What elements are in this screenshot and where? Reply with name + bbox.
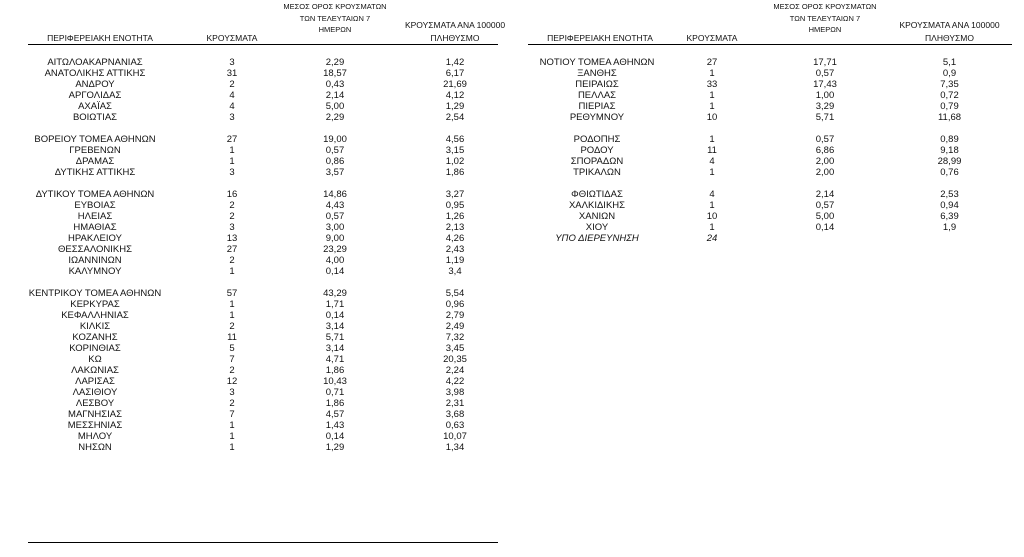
- per100k-value: 4,56: [445, 134, 465, 145]
- per100k-value: 1,29: [445, 101, 465, 112]
- header-cases: ΚΡΟΥΣΜΑΤΑ: [206, 33, 258, 43]
- table-row: [512, 145, 1024, 156]
- avg-7day-value: 0,86: [325, 156, 345, 167]
- per100k-value: 1,86: [445, 167, 465, 178]
- avg-7day-value: 2,00: [815, 167, 835, 178]
- table-row: [512, 57, 1024, 68]
- region-name: ΡΕΘΥΜΝΟΥ: [569, 112, 625, 123]
- cases-value: 27: [226, 134, 238, 145]
- per100k-value: 3,45: [445, 343, 465, 354]
- cases-value: 7: [229, 409, 235, 420]
- cases-value: 4: [229, 101, 235, 112]
- region-name: ΞΑΝΘΗΣ: [577, 68, 617, 79]
- table-row: [0, 222, 512, 233]
- per100k-value: 3,15: [445, 145, 465, 156]
- group-spacer: [0, 277, 512, 288]
- avg-7day-value: 0,57: [325, 145, 345, 156]
- region-name: ΒΟΡΕΙΟΥ ΤΟΜΕΑ ΑΘΗΝΩΝ: [34, 134, 156, 145]
- cases-value: 1: [229, 442, 235, 453]
- cases-value: 2: [229, 211, 235, 222]
- cases-value: 10: [706, 112, 718, 123]
- avg-7day-value: 5,00: [815, 211, 835, 222]
- cases-value: 31: [226, 68, 238, 79]
- region-name: ΕΥΒΟΙΑΣ: [74, 200, 116, 211]
- avg-7day-value: 18,57: [323, 68, 347, 79]
- avg-7day-value: 4,57: [325, 409, 345, 420]
- per100k-value: 1,02: [445, 156, 465, 167]
- region-name: ΓΡΕΒΕΝΩΝ: [69, 145, 121, 156]
- cases-value: 1: [709, 90, 715, 101]
- table-row: [0, 90, 512, 101]
- region-name: ΣΠΟΡΑΔΩΝ: [570, 156, 624, 167]
- region-name: ΚΑΛΥΜΝΟΥ: [68, 266, 122, 277]
- table-row: [0, 79, 512, 90]
- region-name: ΘΕΣΣΑΛΟΝΙΚΗΣ: [58, 244, 132, 255]
- region-name: ΛΑΣΙΘΙΟΥ: [72, 387, 118, 398]
- table-row: [0, 365, 512, 376]
- table-row: [0, 167, 512, 178]
- table-row: [0, 145, 512, 156]
- avg-7day-value: 4,43: [325, 200, 345, 211]
- cases-value: 1: [709, 200, 715, 211]
- region-name: ΡΟΔΟΠΗΣ: [573, 134, 621, 145]
- cases-value: 1: [229, 420, 235, 431]
- region-name: ΤΡΙΚΑΛΩΝ: [573, 167, 621, 178]
- table-row: [0, 288, 512, 299]
- cases-value: 1: [229, 145, 235, 156]
- region-name: ΠΙΕΡΙΑΣ: [578, 101, 616, 112]
- table-row: [0, 244, 512, 255]
- per100k-value: 4,12: [445, 90, 465, 101]
- left-bottom-rule: [28, 542, 498, 543]
- cases-value: 3: [229, 112, 235, 123]
- region-name: ΝΗΣΩΝ: [78, 442, 112, 453]
- cases-value: 1: [229, 299, 235, 310]
- cases-value: 12: [226, 376, 238, 387]
- table-row: [0, 57, 512, 68]
- table-row: [0, 233, 512, 244]
- cases-value: 1: [709, 101, 715, 112]
- avg-7day-value: 0,43: [325, 79, 345, 90]
- per100k-value: 2,13: [445, 222, 465, 233]
- cases-value: 1: [229, 266, 235, 277]
- table-row: [0, 134, 512, 145]
- avg-7day-value: 2,29: [325, 57, 345, 68]
- region-name: ΛΑΚΩΝΙΑΣ: [71, 365, 119, 376]
- header-avg-line2: ΤΩΝ ΤΕΛΕΥΤΑΙΩΝ 7: [789, 14, 861, 23]
- left-table-header: [0, 0, 512, 47]
- cases-value: 4: [709, 189, 715, 200]
- cases-value: 1: [709, 222, 715, 233]
- group-spacer: [512, 123, 1024, 134]
- avg-7day-value: 4,71: [325, 354, 345, 365]
- table-row: [0, 398, 512, 409]
- per100k-value: 2,31: [445, 398, 465, 409]
- avg-7day-value: 2,00: [815, 156, 835, 167]
- header-region: ΠΕΡΙΦΕΡΕΙΑΚΗ ΕΝΟΤΗΤΑ: [547, 33, 653, 43]
- per100k-value: 2,54: [445, 112, 465, 123]
- avg-7day-value: 0,14: [325, 310, 345, 321]
- region-name: ΑΙΤΩΛΟΑΚΑΡΝΑΝΙΑΣ: [47, 57, 143, 68]
- per100k-value: 0,79: [940, 101, 959, 112]
- avg-7day-value: 4,00: [325, 255, 345, 266]
- per100k-value: 2,49: [445, 321, 465, 332]
- avg-7day-value: 3,14: [325, 343, 345, 354]
- right-table-header: [512, 0, 1024, 47]
- per100k-value: 0,95: [445, 200, 465, 211]
- region-name: ΝΟΤΙΟΥ ΤΟΜΕΑ ΑΘΗΝΩΝ: [539, 57, 655, 68]
- table-row: [0, 387, 512, 398]
- table-row: [0, 299, 512, 310]
- avg-7day-value: 17,43: [813, 79, 837, 90]
- avg-7day-value: 5,00: [325, 101, 345, 112]
- region-name: ΚΟΡΙΝΘΙΑΣ: [69, 343, 121, 354]
- table-row: [512, 200, 1024, 211]
- header-avg-line3: ΗΜΕΡΩΝ: [808, 25, 842, 34]
- region-name: ΔΥΤΙΚΟΥ ΤΟΜΕΑ ΑΘΗΝΩΝ: [35, 189, 155, 200]
- avg-7day-value: 0,57: [815, 68, 835, 79]
- cases-value: 3: [229, 387, 235, 398]
- avg-7day-value: 1,00: [815, 90, 835, 101]
- cases-value: 4: [709, 156, 715, 167]
- table-row: [0, 255, 512, 266]
- per100k-value: 9,18: [940, 145, 959, 156]
- avg-7day-value: 1,43: [325, 420, 345, 431]
- per100k-value: 20,35: [443, 354, 467, 365]
- per100k-value: 0,9: [942, 68, 957, 79]
- table-row: [0, 431, 512, 442]
- per100k-value: 0,89: [940, 134, 959, 145]
- avg-7day-value: 3,14: [325, 321, 345, 332]
- avg-7day-value: 14,86: [323, 189, 347, 200]
- region-name: ΔΥΤΙΚΗΣ ΑΤΤΙΚΗΣ: [54, 167, 136, 178]
- header-per100k-line2: ΠΛΗΘΥΣΜΟ: [925, 33, 974, 43]
- table-row: [512, 112, 1024, 123]
- per100k-value: 1,26: [445, 211, 465, 222]
- region-name: ΑΝΔΡΟΥ: [75, 79, 115, 90]
- cases-value: 1: [229, 156, 235, 167]
- region-name: ΗΛΕΙΑΣ: [77, 211, 113, 222]
- per100k-value: 1,34: [445, 442, 465, 453]
- table-row: [0, 189, 512, 200]
- per100k-value: 0,76: [940, 167, 959, 178]
- cases-value: 3: [229, 222, 235, 233]
- avg-7day-value: 19,00: [323, 134, 347, 145]
- cases-value: 2: [229, 255, 235, 266]
- table-row: [0, 310, 512, 321]
- avg-7day-value: 0,14: [325, 431, 345, 442]
- per100k-value: 4,26: [445, 233, 465, 244]
- region-name: ΚΩ: [88, 354, 102, 365]
- under-investigation-cases: 24: [706, 233, 718, 244]
- cases-value: 7: [229, 354, 235, 365]
- cases-value: 27: [706, 57, 718, 68]
- region-name: ΚΕΡΚΥΡΑΣ: [70, 299, 120, 310]
- per100k-value: 0,63: [445, 420, 465, 431]
- avg-7day-value: 1,86: [325, 398, 345, 409]
- cases-value: 27: [226, 244, 238, 255]
- region-name: ΚΕΦΑΛΛΗΝΙΑΣ: [61, 310, 129, 321]
- right-header-rule: [528, 44, 1012, 45]
- cases-value: 1: [709, 134, 715, 145]
- cases-value: 11: [227, 332, 237, 343]
- per100k-value: 7,35: [940, 79, 959, 90]
- table-row: [512, 156, 1024, 167]
- table-row: [0, 442, 512, 453]
- cases-value: 11: [707, 145, 717, 156]
- avg-7day-value: 9,00: [325, 233, 345, 244]
- table-row: [0, 343, 512, 354]
- table-row: [512, 222, 1024, 233]
- group-spacer: [0, 123, 512, 134]
- avg-7day-value: 5,71: [325, 332, 345, 343]
- region-name: ΜΗΛΟΥ: [77, 431, 113, 442]
- region-name: ΗΜΑΘΙΑΣ: [73, 222, 117, 233]
- avg-7day-value: 1,29: [325, 442, 345, 453]
- per100k-value: 5,54: [445, 288, 465, 299]
- avg-7day-value: 0,14: [325, 266, 345, 277]
- header-per100k-line2: ΠΛΗΘΥΣΜΟ: [430, 33, 480, 43]
- avg-7day-value: 23,29: [323, 244, 347, 255]
- table-row: [512, 90, 1024, 101]
- region-name: ΗΡΑΚΛΕΙΟΥ: [68, 233, 122, 244]
- region-name: ΧΙΟΥ: [585, 222, 609, 233]
- table-row: [0, 376, 512, 387]
- region-name: ΜΑΓΝΗΣΙΑΣ: [68, 409, 122, 420]
- per100k-value: 2,53: [940, 189, 959, 200]
- under-investigation-row: [512, 233, 1024, 244]
- avg-7day-value: 6,86: [815, 145, 835, 156]
- per100k-value: 5,1: [942, 57, 957, 68]
- region-name: ΚΟΖΑΝΗΣ: [72, 332, 118, 343]
- cases-value: 1: [709, 167, 715, 178]
- table-row: [0, 200, 512, 211]
- per100k-value: 6,39: [940, 211, 959, 222]
- table-row: [512, 68, 1024, 79]
- region-name: ΠΕΙΡΑΙΩΣ: [575, 79, 619, 90]
- cases-value: 1: [709, 68, 715, 79]
- per100k-value: 3,68: [445, 409, 465, 420]
- header-region: ΠΕΡΙΦΕΡΕΙΑΚΗ ΕΝΟΤΗΤΑ: [47, 33, 153, 43]
- table-row: [0, 68, 512, 79]
- region-name: ΦΘΙΩΤΙΔΑΣ: [571, 189, 623, 200]
- group-spacer: [0, 178, 512, 189]
- region-name: ΛΑΡΙΣΑΣ: [75, 376, 115, 387]
- cases-value: 4: [229, 90, 235, 101]
- table-row: [512, 211, 1024, 222]
- per100k-value: 4,22: [445, 376, 465, 387]
- region-name: ΒΟΙΩΤΙΑΣ: [72, 112, 118, 123]
- table-row: [512, 134, 1024, 145]
- cases-value: 3: [229, 167, 235, 178]
- per100k-value: 3,4: [448, 266, 462, 277]
- avg-7day-value: 0,57: [815, 200, 835, 211]
- avg-7day-value: 5,71: [815, 112, 835, 123]
- avg-7day-value: 1,71: [325, 299, 345, 310]
- left-header-rule: [28, 44, 498, 45]
- per100k-value: 3,27: [445, 189, 465, 200]
- table-row: [0, 112, 512, 123]
- per100k-value: 0,94: [940, 200, 959, 211]
- avg-7day-value: 2,14: [815, 189, 835, 200]
- avg-7day-value: 2,14: [325, 90, 345, 101]
- avg-7day-value: 17,71: [813, 57, 837, 68]
- per100k-value: 3,98: [445, 387, 465, 398]
- region-name: ΙΩΑΝΝΙΝΩΝ: [68, 255, 122, 266]
- cases-value: 3: [229, 57, 235, 68]
- per100k-value: 1,42: [445, 57, 465, 68]
- cases-value: 33: [706, 79, 718, 90]
- per100k-value: 21,69: [443, 79, 467, 90]
- left-table-body: [0, 57, 512, 453]
- under-investigation-label: ΥΠΟ ΔΙΕΡΕΥΝΗΣΗ: [555, 233, 639, 244]
- header-avg-line2: ΤΩΝ ΤΕΛΕΥΤΑΙΩΝ 7: [299, 14, 371, 23]
- table-row: [0, 409, 512, 420]
- header-avg-line1: ΜΕΣΟΣ ΟΡΟΣ ΚΡΟΥΣΜΑΤΩΝ: [773, 2, 877, 11]
- avg-7day-value: 0,57: [815, 134, 835, 145]
- cases-value: 13: [226, 233, 238, 244]
- region-name: ΑΡΓΟΛΙΔΑΣ: [68, 90, 122, 101]
- region-name: ΛΕΣΒΟΥ: [75, 398, 115, 409]
- region-name: ΠΕΛΛΑΣ: [577, 90, 617, 101]
- region-name: ΚΙΛΚΙΣ: [79, 321, 111, 332]
- table-row: [0, 321, 512, 332]
- per100k-value: 11,68: [937, 112, 962, 123]
- table-row: [512, 79, 1024, 90]
- cases-value: 2: [229, 79, 235, 90]
- table-row: [512, 167, 1024, 178]
- cases-value: 2: [229, 398, 235, 409]
- region-name: ΑΧΑΪΑΣ: [78, 101, 112, 112]
- per100k-value: 10,07: [443, 431, 467, 442]
- avg-7day-value: 3,00: [325, 222, 345, 233]
- cases-value: 1: [229, 431, 235, 442]
- table-row: [0, 156, 512, 167]
- table-row: [0, 332, 512, 343]
- region-name: ΚΕΝΤΡΙΚΟΥ ΤΟΜΕΑ ΑΘΗΝΩΝ: [28, 288, 162, 299]
- cases-value: 57: [226, 288, 238, 299]
- header-avg-line3: ΗΜΕΡΩΝ: [318, 25, 352, 34]
- header-avg-line1: ΜΕΣΟΣ ΟΡΟΣ ΚΡΟΥΣΜΑΤΩΝ: [283, 2, 387, 11]
- table-row: [0, 266, 512, 277]
- avg-7day-value: 0,14: [815, 222, 835, 233]
- group-spacer: [512, 178, 1024, 189]
- per100k-value: 7,32: [445, 332, 465, 343]
- avg-7day-value: 10,43: [323, 376, 347, 387]
- cases-value: 2: [229, 365, 235, 376]
- cases-value: 2: [229, 200, 235, 211]
- table-row: [0, 354, 512, 365]
- per100k-value: 6,17: [445, 68, 465, 79]
- avg-7day-value: 43,29: [323, 288, 347, 299]
- table-row: [512, 101, 1024, 112]
- per100k-value: 28,99: [937, 156, 962, 167]
- avg-7day-value: 3,57: [325, 167, 345, 178]
- per100k-value: 2,43: [445, 244, 465, 255]
- per100k-value: 2,24: [445, 365, 465, 376]
- cases-value: 1: [229, 310, 235, 321]
- avg-7day-value: 1,86: [325, 365, 345, 376]
- region-name: ΜΕΣΣΗΝΙΑΣ: [67, 420, 123, 431]
- per100k-value: 1,9: [942, 222, 957, 233]
- avg-7day-value: 0,57: [325, 211, 345, 222]
- per100k-value: 0,96: [445, 299, 465, 310]
- region-name: ΔΡΑΜΑΣ: [75, 156, 115, 167]
- right-table-body: [512, 57, 1024, 244]
- cases-value: 16: [226, 189, 238, 200]
- header-per100k-line1: ΚΡΟΥΣΜΑΤΑ ΑΝΑ 100000: [899, 20, 1000, 30]
- per100k-value: 1,19: [445, 255, 465, 266]
- region-name: ΧΑΛΚΙΔΙΚΗΣ: [568, 200, 626, 211]
- avg-7day-value: 3,29: [815, 101, 835, 112]
- table-row: [0, 420, 512, 431]
- cases-value: 2: [229, 321, 235, 332]
- cases-value: 5: [229, 343, 235, 354]
- header-per100k-line1: ΚΡΟΥΣΜΑΤΑ ΑΝΑ 100000: [404, 20, 506, 30]
- region-name: ΑΝΑΤΟΛΙΚΗΣ ΑΤΤΙΚΗΣ: [44, 68, 146, 79]
- table-row: [512, 189, 1024, 200]
- per100k-value: 0,72: [940, 90, 959, 101]
- table-row: [0, 211, 512, 222]
- region-name: ΧΑΝΙΩΝ: [578, 211, 616, 222]
- avg-7day-value: 0,71: [325, 387, 345, 398]
- header-cases: ΚΡΟΥΣΜΑΤΑ: [686, 33, 738, 43]
- region-name: ΡΟΔΟΥ: [580, 145, 614, 156]
- cases-value: 10: [706, 211, 718, 222]
- avg-7day-value: 2,29: [325, 112, 345, 123]
- per100k-value: 2,79: [445, 310, 465, 321]
- table-row: [0, 101, 512, 112]
